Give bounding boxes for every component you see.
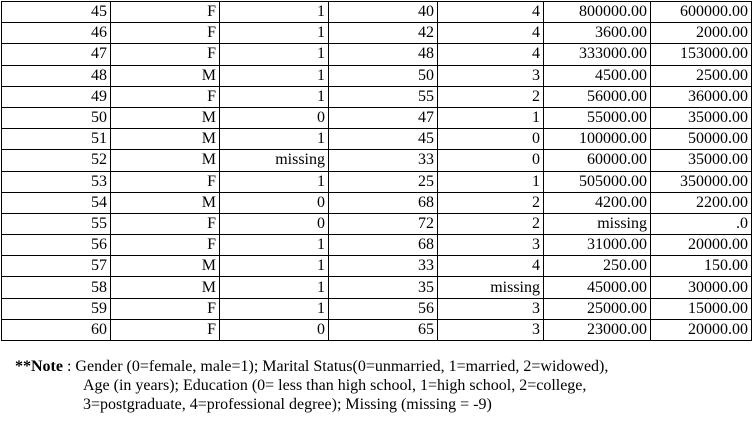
note-label: **Note <box>15 358 63 375</box>
id-cell: 59 <box>2 298 111 319</box>
education-cell: 1 <box>438 171 544 192</box>
amount-a-cell: 25000.00 <box>544 298 651 319</box>
table-row <box>2 256 752 277</box>
gender-letter-cell: F <box>111 298 220 319</box>
amount-b-cell: 350000.00 <box>651 171 752 192</box>
gender-letter-cell: F <box>111 44 220 65</box>
amount-a-cell: missing <box>544 213 651 234</box>
amount-b-cell: 20000.00 <box>651 319 752 340</box>
id-cell: 53 <box>2 171 111 192</box>
table-row <box>2 150 752 171</box>
gender-cell: 1 <box>220 65 329 86</box>
amount-b-cell: 600000.00 <box>651 2 752 23</box>
gender-cell: 1 <box>220 298 329 319</box>
amount-b-cell: 15000.00 <box>651 298 752 319</box>
gender-letter-cell: M <box>111 192 220 213</box>
table-row <box>2 213 752 234</box>
table-row <box>2 192 752 213</box>
gender-cell: 0 <box>220 213 329 234</box>
amount-b-cell: 150.00 <box>651 256 752 277</box>
gender-letter-cell: F <box>111 23 220 44</box>
gender-letter-cell: F <box>111 86 220 107</box>
gender-cell: 1 <box>220 23 329 44</box>
amount-a-cell: 31000.00 <box>544 235 651 256</box>
education-cell: 4 <box>438 256 544 277</box>
table-row <box>2 277 752 298</box>
age-cell: 55 <box>329 86 438 107</box>
amount-a-cell: 250.00 <box>544 256 651 277</box>
education-cell: 4 <box>438 23 544 44</box>
amount-a-cell: 800000.00 <box>544 2 651 23</box>
amount-b-cell: 2000.00 <box>651 23 752 44</box>
education-cell: 3 <box>438 65 544 86</box>
education-cell: 0 <box>438 150 544 171</box>
gender-cell: 0 <box>220 192 329 213</box>
amount-b-cell: 35000.00 <box>651 150 752 171</box>
amount-a-cell: 56000.00 <box>544 86 651 107</box>
education-cell: 2 <box>438 192 544 213</box>
age-cell: 65 <box>329 319 438 340</box>
id-cell: 60 <box>2 319 111 340</box>
gender-letter-cell: F <box>111 235 220 256</box>
gender-cell: 0 <box>220 319 329 340</box>
id-cell: 58 <box>2 277 111 298</box>
gender-letter-cell: M <box>111 129 220 150</box>
id-cell: 57 <box>2 256 111 277</box>
amount-a-cell: 45000.00 <box>544 277 651 298</box>
amount-a-cell: 23000.00 <box>544 319 651 340</box>
gender-cell: 1 <box>220 171 329 192</box>
education-cell: missing <box>438 277 544 298</box>
table-row <box>2 44 752 65</box>
gender-letter-cell: F <box>111 171 220 192</box>
gender-cell: 1 <box>220 277 329 298</box>
amount-b-cell: 2500.00 <box>651 65 752 86</box>
amount-a-cell: 100000.00 <box>544 129 651 150</box>
table-note <box>15 357 750 414</box>
gender-cell: 0 <box>220 107 329 128</box>
age-cell: 35 <box>329 277 438 298</box>
id-cell: 55 <box>2 213 111 234</box>
id-cell: 46 <box>2 23 111 44</box>
gender-letter-cell: F <box>111 213 220 234</box>
age-cell: 72 <box>329 213 438 234</box>
amount-b-cell: 50000.00 <box>651 129 752 150</box>
table-row <box>2 86 752 107</box>
age-cell: 25 <box>329 171 438 192</box>
amount-a-cell: 4200.00 <box>544 192 651 213</box>
gender-cell: missing <box>220 150 329 171</box>
education-cell: 3 <box>438 298 544 319</box>
table-row <box>2 23 752 44</box>
gender-cell: 1 <box>220 129 329 150</box>
note-line-2: Age (in years); Education (0= less than high school, 1=high school, 2=college, <box>83 377 587 394</box>
education-cell: 0 <box>438 129 544 150</box>
data-table <box>1 1 752 341</box>
amount-b-cell: 30000.00 <box>651 277 752 298</box>
gender-letter-cell: M <box>111 150 220 171</box>
table-body <box>2 2 752 341</box>
id-cell: 50 <box>2 107 111 128</box>
id-cell: 52 <box>2 150 111 171</box>
gender-cell: 1 <box>220 2 329 23</box>
gender-cell: 1 <box>220 86 329 107</box>
table-row <box>2 235 752 256</box>
amount-a-cell: 333000.00 <box>544 44 651 65</box>
age-cell: 47 <box>329 107 438 128</box>
table-row <box>2 65 752 86</box>
gender-letter-cell: M <box>111 65 220 86</box>
amount-b-cell: .0 <box>651 213 752 234</box>
gender-cell: 1 <box>220 44 329 65</box>
amount-a-cell: 3600.00 <box>544 23 651 44</box>
age-cell: 40 <box>329 2 438 23</box>
table-row <box>2 171 752 192</box>
age-cell: 33 <box>329 150 438 171</box>
education-cell: 1 <box>438 107 544 128</box>
amount-b-cell: 2200.00 <box>651 192 752 213</box>
education-cell: 2 <box>438 86 544 107</box>
education-cell: 4 <box>438 44 544 65</box>
note-line-3: 3=postgraduate, 4=professional degree); Missing (missing = -9) <box>83 396 492 413</box>
education-cell: 2 <box>438 213 544 234</box>
age-cell: 56 <box>329 298 438 319</box>
note-line-1 <box>15 357 750 376</box>
table-row <box>2 2 752 23</box>
age-cell: 48 <box>329 44 438 65</box>
age-cell: 68 <box>329 192 438 213</box>
gender-letter-cell: M <box>111 277 220 298</box>
amount-b-cell: 36000.00 <box>651 86 752 107</box>
table-row <box>2 129 752 150</box>
age-cell: 33 <box>329 256 438 277</box>
age-cell: 42 <box>329 23 438 44</box>
age-cell: 50 <box>329 65 438 86</box>
note-text-1: : Gender (0=female, male=1); Marital Status(0=unmarried, 1=married, 2=widowed), <box>62 358 609 375</box>
education-cell: 3 <box>438 319 544 340</box>
table-row <box>2 298 752 319</box>
age-cell: 45 <box>329 129 438 150</box>
gender-cell: 1 <box>220 235 329 256</box>
gender-letter-cell: F <box>111 2 220 23</box>
id-cell: 45 <box>2 2 111 23</box>
age-cell: 68 <box>329 235 438 256</box>
gender-letter-cell: M <box>111 107 220 128</box>
education-cell: 3 <box>438 235 544 256</box>
gender-letter-cell: F <box>111 319 220 340</box>
amount-a-cell: 505000.00 <box>544 171 651 192</box>
table-row <box>2 319 752 340</box>
id-cell: 51 <box>2 129 111 150</box>
id-cell: 49 <box>2 86 111 107</box>
education-cell: 4 <box>438 2 544 23</box>
amount-a-cell: 4500.00 <box>544 65 651 86</box>
id-cell: 54 <box>2 192 111 213</box>
id-cell: 56 <box>2 235 111 256</box>
gender-cell: 1 <box>220 256 329 277</box>
gender-letter-cell: M <box>111 256 220 277</box>
table-row <box>2 107 752 128</box>
amount-b-cell: 20000.00 <box>651 235 752 256</box>
id-cell: 47 <box>2 44 111 65</box>
amount-b-cell: 153000.00 <box>651 44 752 65</box>
amount-a-cell: 60000.00 <box>544 150 651 171</box>
id-cell: 48 <box>2 65 111 86</box>
amount-a-cell: 55000.00 <box>544 107 651 128</box>
amount-b-cell: 35000.00 <box>651 107 752 128</box>
